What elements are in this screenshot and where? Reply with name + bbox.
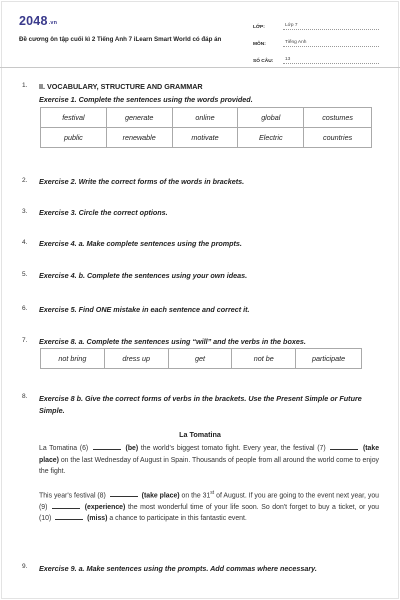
text-run: on the last Wednesday of August in Spain. Thousands of people from all around the world come to enjoy the fight.: [39, 456, 379, 476]
meta-value: 13: [283, 57, 379, 64]
verb-hint: (take place): [39, 445, 380, 464]
text-run: a chance to participate in this fantastic event.: [109, 515, 247, 523]
answer-blank-7[interactable]: [330, 443, 358, 450]
word-box-row: [41, 108, 372, 128]
exercise-instruction: Exercise 2. Write the correct forms of the words in brackets.: [39, 177, 245, 186]
verb-hint: (experience): [84, 503, 126, 511]
meta-label: LỚP:: [253, 25, 265, 30]
exercise-instruction: Exercise 8 b. Give the correct forms of verbs in the brackets. Use the Present Simple or Future Simple.: [39, 394, 362, 415]
word-cell: generate: [106, 108, 172, 128]
word-cell: global: [238, 108, 304, 128]
story-paragraph-2: [39, 488, 379, 525]
answer-blank-9[interactable]: [52, 502, 80, 509]
verb-box-exercise-8a: [40, 348, 362, 369]
answer-blank-8[interactable]: [110, 490, 138, 497]
ordinal-suffix: st: [210, 490, 215, 496]
story-title: La Tomatina: [179, 430, 221, 439]
verb-cell: not bring: [41, 349, 105, 369]
verb-hint: (take place): [141, 492, 180, 500]
word-cell: renewable: [106, 128, 172, 148]
text-run: on the 31: [181, 492, 211, 500]
question-number: 1.: [22, 82, 28, 89]
exercise-instruction: Exercise 5. Find ONE mistake in each sentence and correct it.: [39, 305, 250, 314]
verb-cell: not be: [232, 349, 296, 369]
meta-row-count: [253, 51, 379, 64]
text-run: the world's biggest tomato fight. Every year, the festival (7): [140, 445, 326, 452]
meta-value: Lớp 7: [283, 23, 379, 30]
document-meta: [253, 17, 379, 68]
question-number: 7.: [22, 337, 28, 344]
word-cell: festival: [41, 108, 107, 128]
question-number: 9.: [22, 563, 28, 570]
meta-label: SỐ CÂU:: [253, 59, 274, 64]
word-cell: online: [172, 108, 238, 128]
question-number: 2.: [22, 177, 28, 184]
header-divider: [0, 67, 400, 68]
document-title: Đề cương ôn tập cuối kì 2 Tiếng Anh 7 iLearn Smart World có đáp án: [19, 36, 222, 43]
exercise-instruction: Exercise 3. Circle the correct options.: [39, 208, 168, 217]
answer-blank-10[interactable]: [55, 513, 83, 520]
exercise-instruction: Exercise 8. a. Complete the sentences using “will” and the verbs in the boxes.: [39, 337, 306, 346]
section-title: II. VOCABULARY, STRUCTURE AND GRAMMAR: [39, 82, 203, 91]
verb-hint: (be): [125, 445, 139, 452]
meta-row-subject: [253, 34, 379, 47]
question-number: 5.: [22, 271, 28, 278]
word-cell: countries: [304, 128, 372, 148]
text-run: of August. If you are going to the event next year, you (9): [39, 492, 379, 511]
meta-value: Tiếng Anh: [283, 40, 379, 47]
document-header: [0, 0, 400, 62]
word-box-row: [41, 128, 372, 148]
verb-box-row: [41, 349, 362, 369]
verb-cell: participate: [296, 349, 362, 369]
word-cell: motivate: [172, 128, 238, 148]
word-cell: costumes: [304, 108, 372, 128]
verb-cell: dress up: [104, 349, 168, 369]
meta-row-class: [253, 17, 379, 30]
verb-cell: get: [168, 349, 232, 369]
answer-blank-6[interactable]: [93, 443, 121, 450]
question-number: 6.: [22, 305, 28, 312]
exercise-instruction: Exercise 4. b. Complete the sentences using your own ideas.: [39, 271, 248, 280]
story-paragraph-1: [39, 443, 379, 478]
word-cell: Electric: [238, 128, 304, 148]
word-cell: public: [41, 128, 107, 148]
verb-hint: (miss): [87, 515, 108, 523]
text-run: La Tomatina (6): [39, 445, 89, 452]
question-number: 8.: [22, 393, 28, 400]
text-run: This year's festival (8): [39, 492, 106, 500]
question-number: 4.: [22, 239, 28, 246]
text-run: the most wonderful time of your life soon. So don't forget to buy a ticket, or you (10): [39, 503, 379, 523]
word-box-exercise-1: [40, 107, 372, 148]
meta-label: MÔN:: [253, 42, 266, 47]
exercise-instruction: Exercise 9. a. Make sentences using the prompts. Add commas where necessary.: [39, 564, 317, 573]
exercise-instruction: Exercise 4. a. Make complete sentences using the prompts.: [39, 239, 242, 248]
exercise-1-instruction: Exercise 1. Complete the sentences using the words provided.: [39, 95, 253, 104]
site-logo[interactable]: $2048_{.vn}$: [19, 14, 58, 28]
question-number: 3.: [22, 208, 28, 215]
